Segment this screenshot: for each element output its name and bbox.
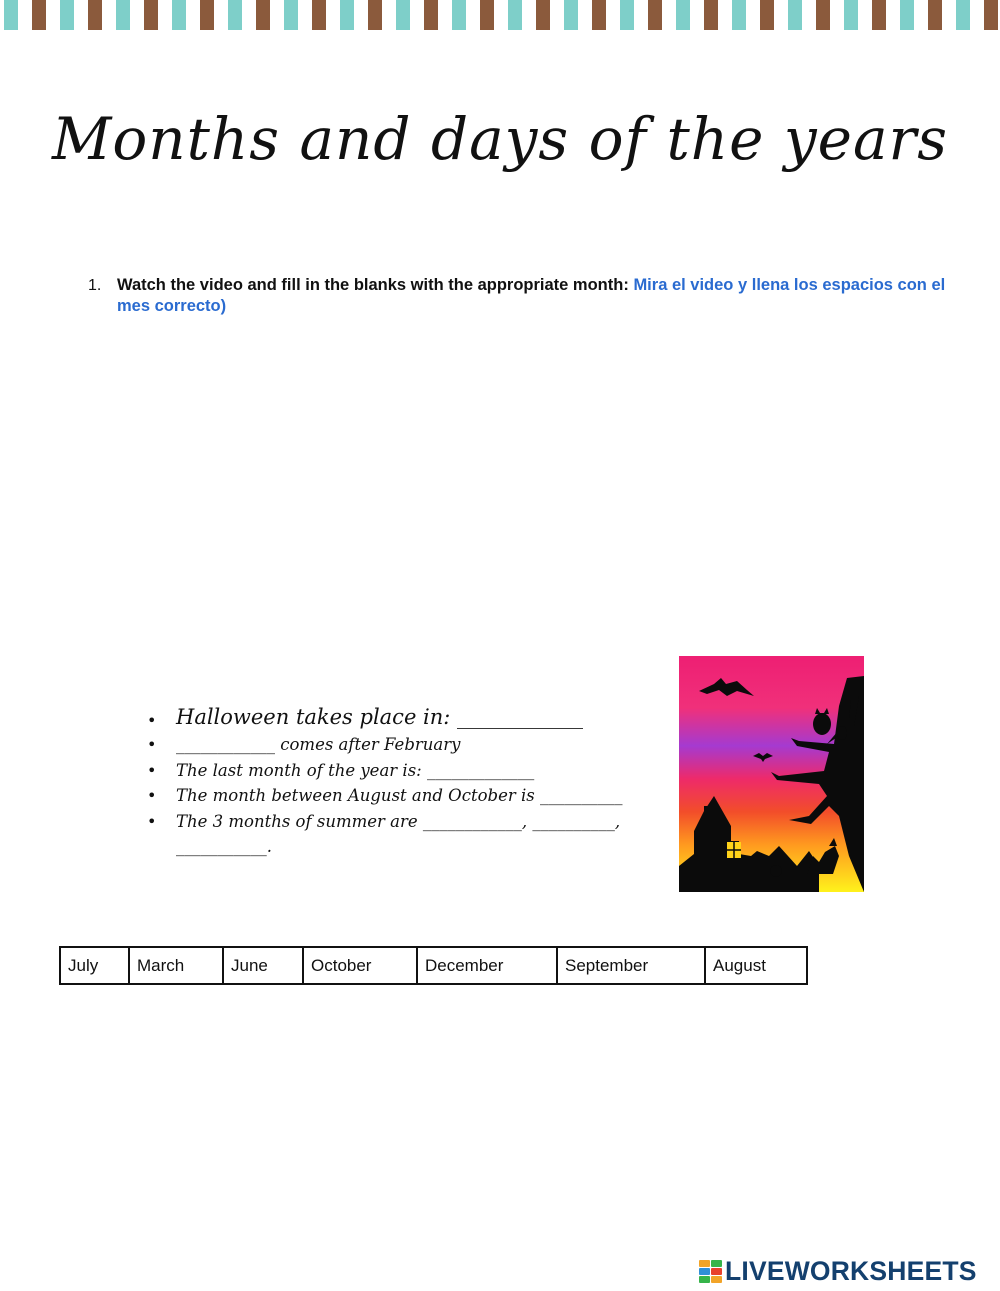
bullet-text: The 3 months of summer are ____________, __________, <box>176 811 621 831</box>
list-item <box>145 809 665 835</box>
halloween-sunset-illustration <box>679 656 864 892</box>
stripe-segment <box>144 0 158 30</box>
fill-in-blank-list <box>145 702 665 860</box>
stripe-segment <box>452 0 466 30</box>
list-item <box>145 783 665 809</box>
word-bank-cell: September <box>557 947 705 984</box>
stripe-segment <box>956 0 970 30</box>
question-number: 1. <box>88 277 102 294</box>
stripe-segment <box>60 0 74 30</box>
stripe-segment <box>592 0 606 30</box>
stripe-segment <box>732 0 746 30</box>
stripe-segment <box>480 0 494 30</box>
bullet-text: ___________. <box>176 837 272 856</box>
stripe-segment <box>4 0 18 30</box>
decorative-stripe-border <box>0 0 1000 30</box>
stripe-segment <box>620 0 634 30</box>
bullet-icon: • <box>147 735 157 754</box>
stripe-segment <box>228 0 242 30</box>
stripe-segment <box>340 0 354 30</box>
stripe-segment <box>984 0 998 30</box>
instruction-spanish: Mira el video y llena los espacios con el mes correcto) <box>117 276 946 315</box>
stripe-segment <box>312 0 326 30</box>
stripe-segment <box>396 0 410 30</box>
stripe-segment <box>704 0 718 30</box>
stripe-segment <box>200 0 214 30</box>
bullet-text: ____________ comes after February <box>176 735 461 754</box>
stripe-segment <box>872 0 886 30</box>
stripe-segment <box>32 0 46 30</box>
list-item <box>145 732 665 758</box>
list-item <box>145 758 665 784</box>
liveworksheets-logo <box>698 1256 977 1286</box>
instruction-english: Watch the video and fill in the blanks with the appropriate month <box>117 276 624 294</box>
stripe-segment <box>116 0 130 30</box>
stripe-segment <box>536 0 550 30</box>
word-bank-cell: July <box>60 947 129 984</box>
word-bank-table <box>59 946 808 985</box>
stripe-segment <box>648 0 662 30</box>
liveworksheets-logo-icon <box>698 1259 722 1283</box>
stripe-segment <box>816 0 830 30</box>
bullet-icon: • <box>147 711 157 730</box>
stripe-segment <box>928 0 942 30</box>
stripe-segment <box>256 0 270 30</box>
worksheet-title: Months and days of the years <box>51 105 949 173</box>
stripe-segment <box>760 0 774 30</box>
stripe-segment <box>844 0 858 30</box>
bullet-icon: • <box>147 811 157 831</box>
question-instruction <box>117 275 957 317</box>
bullet-icon: • <box>147 760 157 780</box>
stripe-segment <box>508 0 522 30</box>
stripe-segment <box>172 0 186 30</box>
list-item <box>145 702 665 732</box>
bullet-icon: • <box>147 786 157 805</box>
bullet-text: Halloween takes place in: ____________ <box>176 705 584 729</box>
stripe-segment <box>424 0 438 30</box>
stripe-segment <box>900 0 914 30</box>
bullet-text: The last month of the year is: _____________ <box>176 760 535 780</box>
word-bank-cell: June <box>223 947 303 984</box>
word-bank-cell: March <box>129 947 223 984</box>
stripe-segment <box>676 0 690 30</box>
stripe-segment <box>564 0 578 30</box>
stripe-segment <box>284 0 298 30</box>
word-bank-cell: December <box>417 947 557 984</box>
word-bank-cell: August <box>705 947 807 984</box>
bullet-text: The month between August and October is __________ <box>176 786 623 805</box>
brand-name: LIVEWORKSHEETS <box>725 1255 977 1286</box>
instruction-separator: : <box>623 276 634 294</box>
stripe-segment <box>88 0 102 30</box>
word-bank-cell: October <box>303 947 417 984</box>
stripe-segment <box>788 0 802 30</box>
list-item-continuation <box>145 834 665 860</box>
stripe-segment <box>368 0 382 30</box>
table-row <box>60 947 807 984</box>
